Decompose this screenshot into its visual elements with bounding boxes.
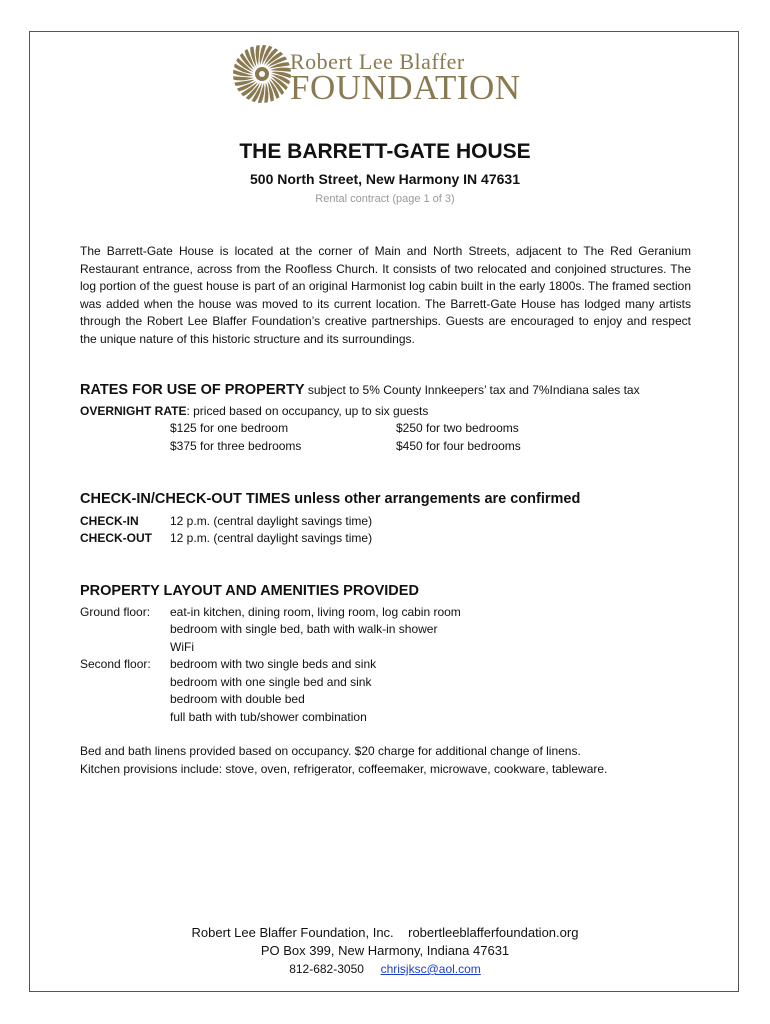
footer-address: PO Box 399, New Harmony, Indiana 47631 — [260, 943, 510, 958]
second-floor-item: bedroom with double bed — [170, 692, 305, 706]
footer-org: Robert Lee Blaffer Foundation, Inc. — [191, 925, 394, 940]
page-title: THE BARRETT-GATE HOUSE — [239, 140, 531, 163]
rate-item: $450 for four bedrooms — [396, 439, 521, 453]
layout-heading: PROPERTY LAYOUT AND AMENITIES PROVIDED — [80, 583, 419, 599]
rate-item: $250 for two bedrooms — [396, 421, 519, 435]
logo-ray — [233, 76, 254, 80]
footer-org-line — [0, 925, 770, 940]
footer-email-link[interactable]: chrisjksc@aol.com — [380, 962, 481, 976]
footer-contact-line — [0, 962, 770, 976]
footer-phone: 812-682-3050 — [289, 962, 364, 976]
logo-ray — [264, 82, 268, 103]
checkin-value: 12 p.m. (central daylight savings time) — [170, 514, 373, 528]
footer-website: robertleeblafferfoundation.org — [408, 925, 579, 940]
ground-floor-item: WiFi — [170, 640, 194, 654]
page-subtitle: Rental contract (page 1 of 3) — [315, 193, 455, 205]
logo-ray — [256, 45, 260, 66]
overnight-rate-text: : priced based on occupancy, up to six guests — [186, 404, 429, 418]
linens-note: Bed and bath linens provided based on occupancy. $20 charge for additional change of linens. — [80, 744, 581, 758]
overnight-rate-label: OVERNIGHT RATE — [80, 404, 187, 418]
second-floor-item: bedroom with two single beds and sink — [170, 657, 377, 671]
checkout-label: CHECK-OUT — [80, 531, 152, 545]
rate-item: $125 for one bedroom — [170, 421, 289, 435]
rates-heading-text: RATES FOR USE OF PROPERTY — [80, 382, 305, 398]
intro-paragraph: The Barrett-Gate House is located at the corner of Main and North Streets, adjacent to The Red Geranium Restaurant entrance, across from the Roofless Church. It consists of two relocated and conjoined structures. The log portion of the guest house is part of an original Harmonist log cabin built in the early 1800s. The framed section was added when the house was moved to its current location. The Barrett-Gate House has lodged many artists through the Robert Lee Blaffer Foundation’s creative partnerships. Guests are encouraged to enjoy and respect the unique nature of this historic structure and its surroundings. — [80, 244, 691, 346]
logo-line-2: FOUNDATION — [290, 68, 521, 107]
checkout-value: 12 p.m. (central daylight savings time) — [170, 531, 373, 545]
sunburst-logo-icon — [232, 44, 292, 104]
property-address: 500 North Street, New Harmony IN 47631 — [250, 171, 520, 187]
second-floor-item: full bath with tub/shower combination — [170, 710, 367, 724]
second-floor-label: Second floor: — [80, 657, 151, 671]
logo-ray — [270, 68, 291, 72]
logo-line-1: Robert Lee Blaffer — [290, 49, 465, 74]
rates-tax-note: subject to 5% County Innkeepers’ tax and 7%Indiana sales tax — [304, 383, 640, 397]
second-floor-item: bedroom with one single bed and sink — [170, 675, 372, 689]
ground-floor-item: bedroom with single bed, bath with walk-in shower — [170, 622, 438, 636]
overnight-rate-line — [80, 404, 428, 418]
rates-heading — [80, 382, 640, 398]
rate-item: $375 for three bedrooms — [170, 439, 302, 453]
checkin-heading: CHECK-IN/CHECK-OUT TIMES unless other arrangements are confirmed — [80, 491, 581, 507]
kitchen-note: Kitchen provisions include: stove, oven, refrigerator, coffeemaker, microwave, cookware, tableware. — [80, 762, 608, 776]
checkin-label: CHECK-IN — [80, 514, 139, 528]
ground-floor-label: Ground floor: — [80, 605, 151, 619]
foundation-logo — [232, 44, 522, 106]
ground-floor-item: eat-in kitchen, dining room, living room, log cabin room — [170, 605, 461, 619]
